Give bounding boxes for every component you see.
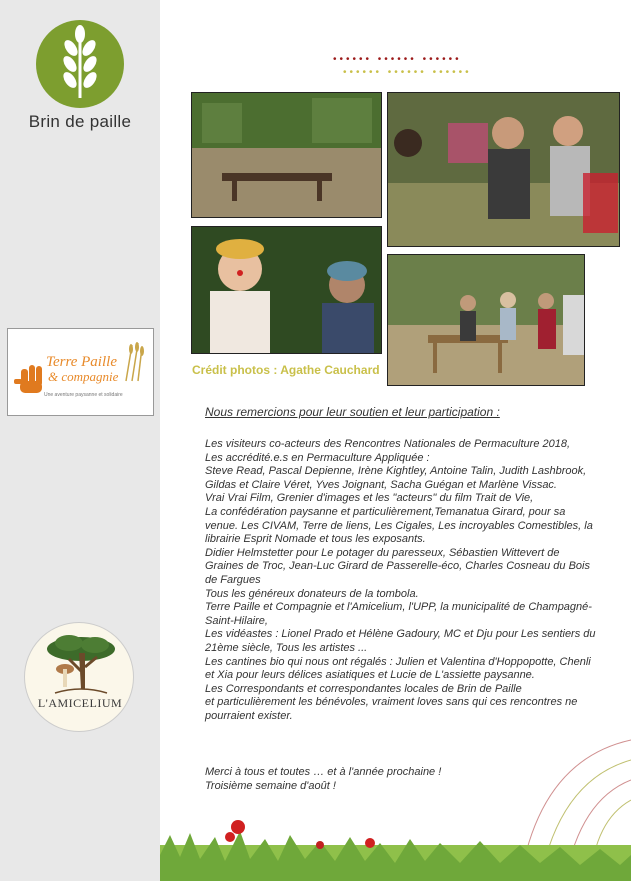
grass-poppies-decoration bbox=[160, 815, 631, 881]
brin-de-paille-title: Brin de paille bbox=[28, 112, 132, 131]
photo-audience bbox=[387, 92, 620, 247]
closing-line: Merci à tous et toutes … et à l'année prochaine ! bbox=[205, 766, 442, 778]
photo-clown bbox=[191, 226, 382, 354]
closing-line: Troisième semaine d'août ! bbox=[205, 779, 336, 792]
terre-paille-tagline: Une aventure paysanne et solidaire bbox=[44, 392, 123, 398]
photo-picnic-tables bbox=[191, 92, 382, 218]
amicelium-logo bbox=[24, 622, 134, 732]
photo-workshop bbox=[387, 254, 585, 386]
closing-text bbox=[205, 766, 441, 793]
terre-paille-subtitle: & compagnie bbox=[48, 369, 119, 384]
wheat-icon bbox=[36, 20, 124, 108]
decorative-dots-bottom: •••••• •••••• •••••• bbox=[343, 70, 472, 76]
terre-paille-title: Terre Paille bbox=[46, 354, 117, 370]
thanks-paragraph: Les cantines bio qui nous ont régalés : Julien et Valentina d'Hoppopotte, Chenli et Xia pour leurs délices asiatiques et Lucie de L'assiette paysanne. bbox=[205, 655, 591, 682]
amicelium-title: L'AMICELIUM bbox=[37, 696, 123, 710]
thanks-paragraph: Steve Read, Pascal Depienne, Irène Kightley, Antoine Talin, Judith Lashbrook, Gildas et Claire Véret, Yves Joignant, Sacha Guégan et Marlène Vissac. bbox=[205, 465, 587, 491]
thanks-heading: Nous remercions pour leur soutien et leur participation : bbox=[205, 405, 500, 419]
decorative-dots-top: •••••• •••••• •••••• bbox=[333, 57, 462, 63]
thanks-body bbox=[205, 438, 597, 723]
thanks-paragraph: Terre Paille et Compagnie et l'Amicelium, l'UPP, la municipalité de Champagné-Saint-Hilaire, bbox=[205, 601, 592, 627]
brin-de-paille-logo bbox=[36, 20, 124, 108]
thanks-paragraph: Les accrédité.e.s en Permaculture Appliquée : bbox=[205, 451, 430, 464]
terre-paille-logo bbox=[7, 328, 154, 416]
thanks-paragraph: La confédération paysanne et particulièrement,Temanatua Girard, pour sa venue. Les CIVAM, Terre de liens, Les Cigales, Les incroyables Comestibles, la librairie Esprit Nomade et tous les exposants. bbox=[205, 505, 593, 546]
thanks-paragraph: Vrai Vrai Film, Grenier d'images et les "acteurs" du film Trait de Vie, bbox=[205, 492, 534, 505]
thanks-paragraph: Les visiteurs co-acteurs des Rencontres Nationales de Permaculture 2018, bbox=[205, 438, 571, 450]
thanks-paragraph: Tous les généreux donateurs de la tombola. bbox=[205, 587, 419, 600]
photo-credit: Crédit photos : Agathe Cauchard bbox=[192, 363, 380, 377]
thanks-paragraph: et particulièrement les bénévoles, vraiment loves sans qui ces rencontres ne pourraient exister. bbox=[205, 696, 578, 722]
thanks-paragraph: Didier Helmstetter pour Le potager du paresseux, Sébastien Wittevert de Graines de Troc, Jean-Luc Girard de Passerelle-éco, Charles Cosneau du Bois de Fargues bbox=[205, 546, 590, 586]
tree-mushroom-icon bbox=[25, 623, 135, 733]
thanks-paragraph: Les Correspondants et correspondantes locales de Brin de Paille bbox=[205, 682, 522, 695]
sidebar bbox=[0, 0, 160, 881]
thanks-paragraph: Les vidéastes : Lionel Prado et Hélène Gadoury, MC et Dju pour Les sentiers du 21ème siècle, Tous les artistes ... bbox=[205, 628, 596, 654]
